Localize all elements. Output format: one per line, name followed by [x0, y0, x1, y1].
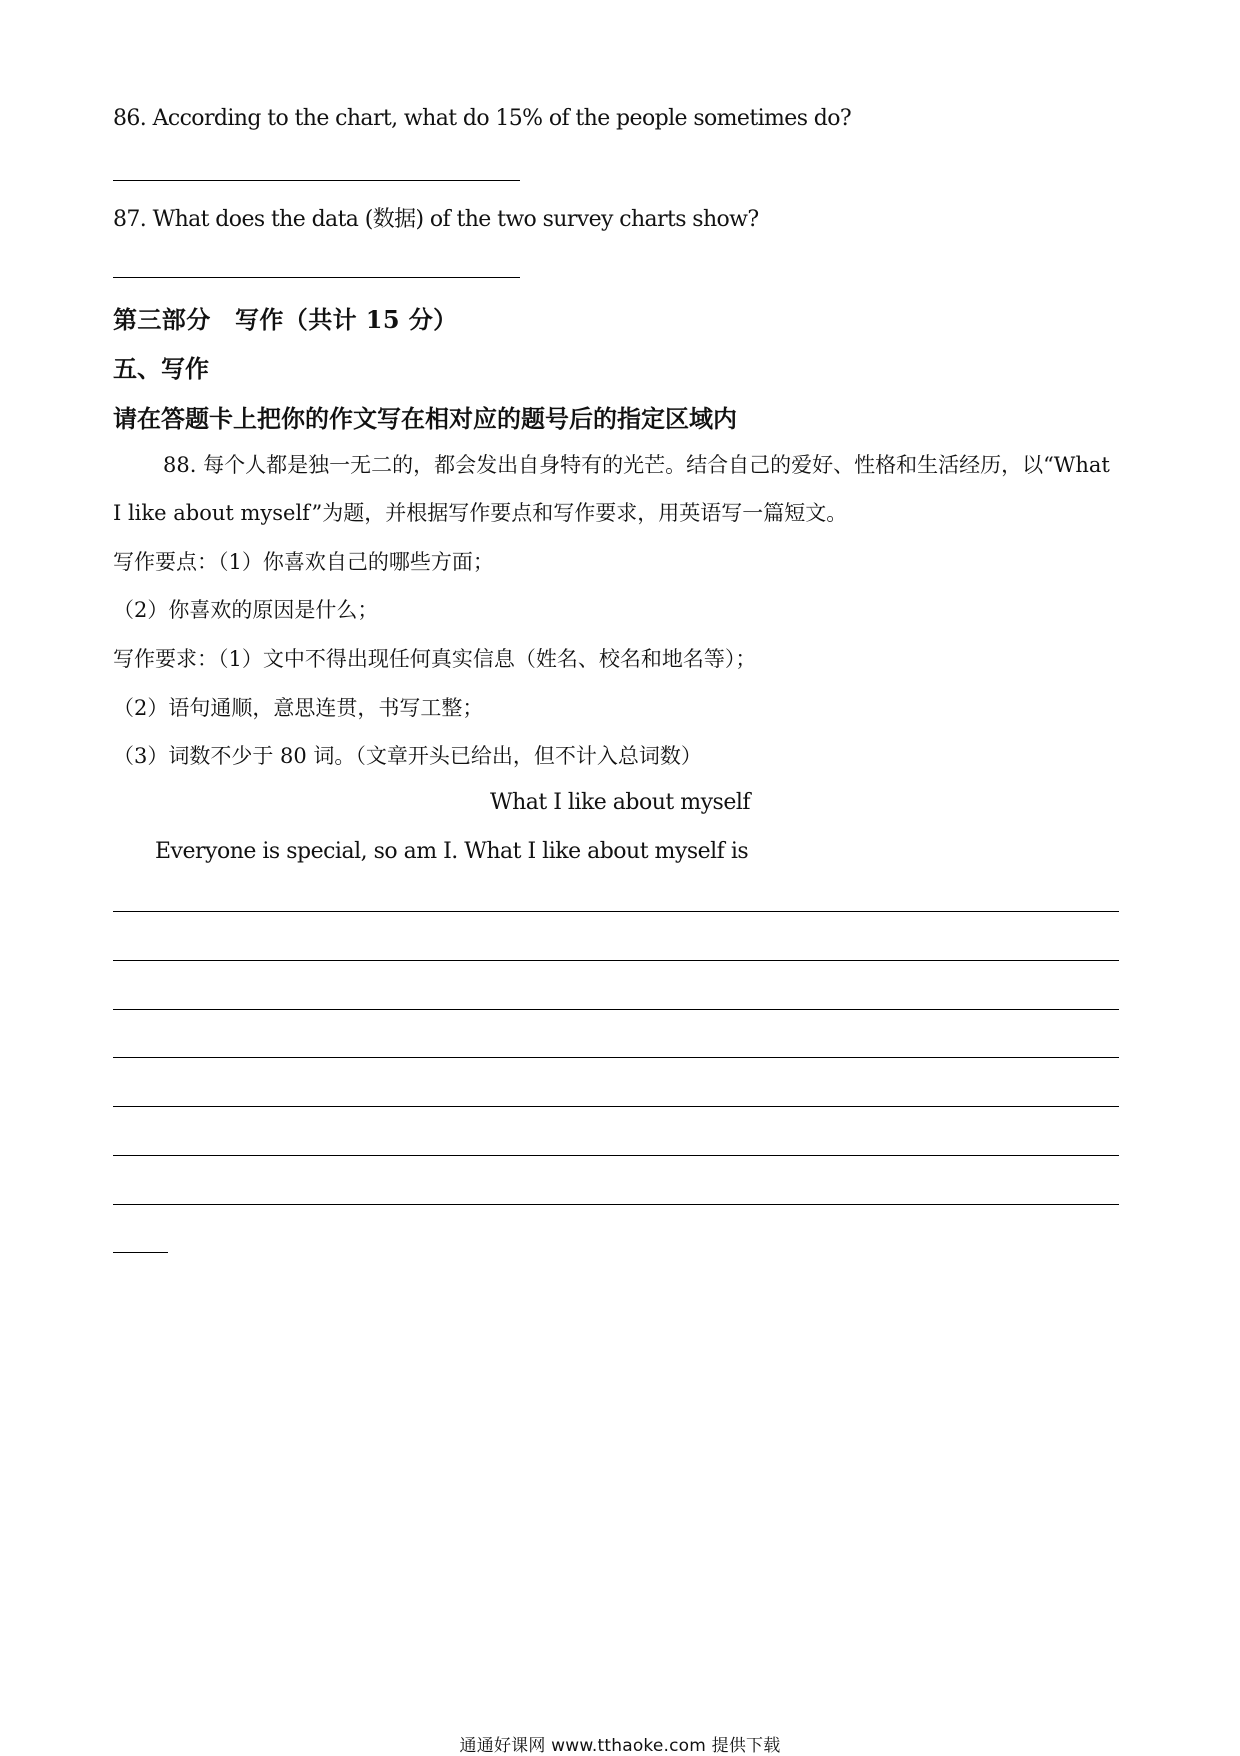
- writing-heading: 五、写作: [113, 354, 209, 383]
- essay-answer-line-2[interactable]: [113, 960, 1119, 961]
- writing-prompt-line-1: 88. 每个人都是独一无二的，都会发出自身特有的光芒。结合自己的爱好、性格和生活经历，以“What: [163, 453, 1110, 477]
- answer-line-87[interactable]: [113, 277, 520, 278]
- question-86: 86. According to the chart, what do 15% of the people sometimes do?: [113, 106, 852, 131]
- writing-instruction: 请在答题卡上把你的作文写在相对应的题号后的指定区域内: [113, 404, 737, 433]
- essay-answer-line-5[interactable]: [113, 1106, 1119, 1107]
- writing-point-1: 写作要点：（1）你喜欢自己的哪些方面；: [113, 550, 494, 574]
- essay-answer-line-6[interactable]: [113, 1155, 1119, 1156]
- essay-title: What I like about myself: [489, 790, 751, 815]
- writing-prompt-line-2: I like about myself”为题，并根据写作要点和写作要求，用英语写一篇短文。: [113, 501, 848, 525]
- essay-answer-line-7[interactable]: [113, 1204, 1119, 1205]
- essay-answer-line-3[interactable]: [113, 1009, 1119, 1010]
- writing-point-2: （2）你喜欢的原因是什么；: [113, 598, 379, 622]
- writing-requirement-3: （3）词数不少于 80 词。（文章开头已给出，但不计入总词数）: [113, 744, 702, 768]
- section-title: 第三部分 写作（共计 15 分）: [113, 305, 458, 334]
- essay-answer-line-1[interactable]: [113, 911, 1119, 912]
- writing-requirement-1: 写作要求：（1）文中不得出现任何真实信息（姓名、校名和地名等）；: [113, 647, 757, 671]
- page-footer: 通通好课网 www.tthaoke.com 提供下载: [459, 1736, 781, 1756]
- essay-starter: Everyone is special, so am I. What I like about myself is: [155, 839, 749, 864]
- question-87: 87. What does the data (数据) of the two survey charts show?: [113, 207, 759, 232]
- essay-answer-line-4[interactable]: [113, 1057, 1119, 1058]
- essay-answer-tail-line[interactable]: [113, 1252, 168, 1253]
- writing-requirement-2: （2）语句通顺，意思连贯，书写工整；: [113, 696, 484, 720]
- answer-line-86[interactable]: [113, 180, 520, 181]
